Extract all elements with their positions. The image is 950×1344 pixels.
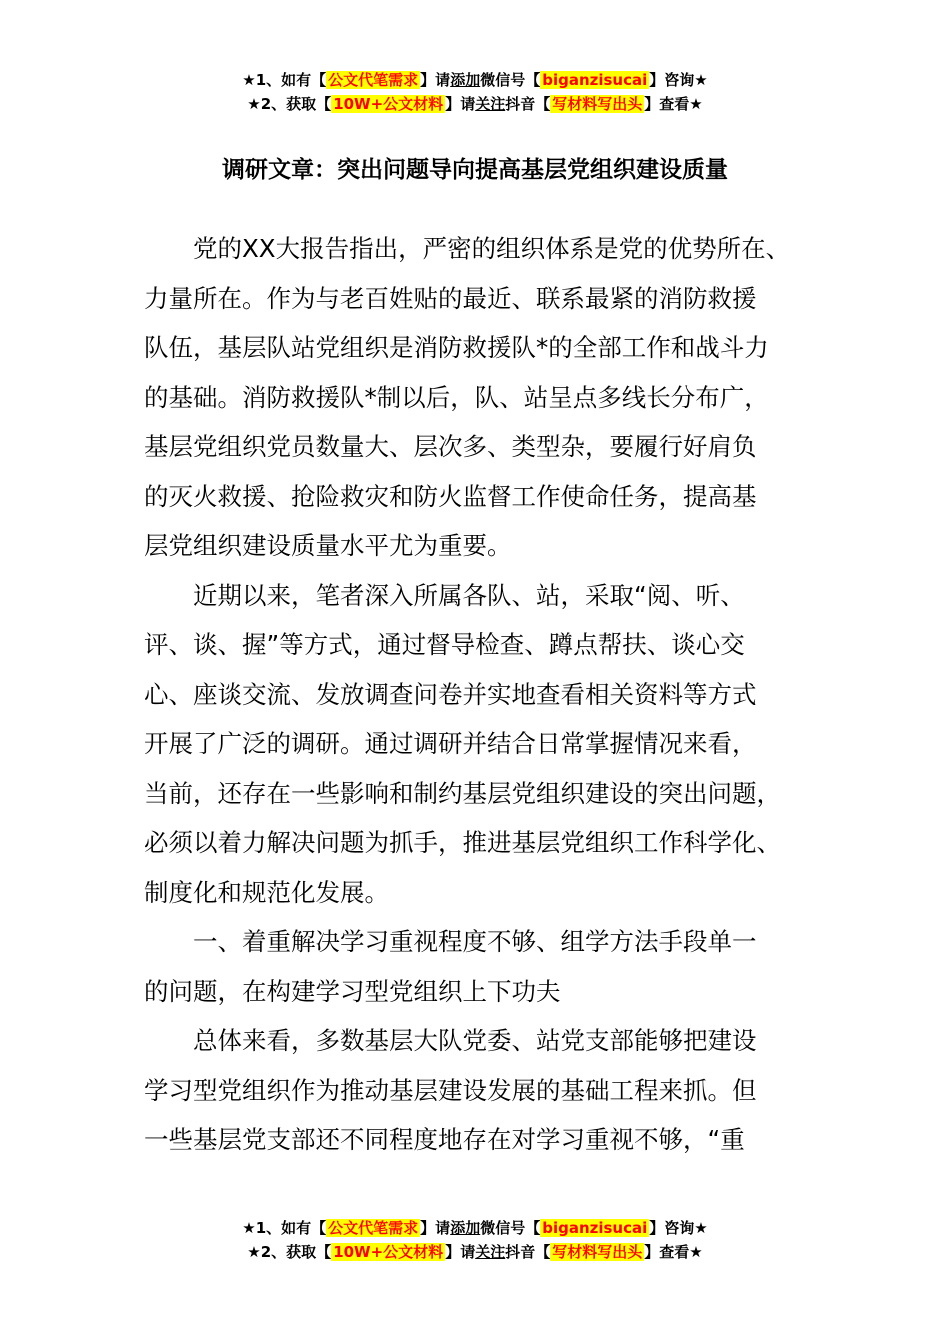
body-line: 开展了广泛的调研。通过调研并结合日常掌握情况来看， bbox=[144, 729, 757, 758]
banner-line-2: ★2、获取【 10W+公文材料 】请关注抖音【 写材料写出头 】查看★ bbox=[247, 1243, 703, 1261]
body-line: 一些基层党支部还不同程度地存在对学习重视不够，“重 bbox=[144, 1125, 745, 1154]
body-line: 近期以来，笔者深入所属各队、站，采取“阅、听、 bbox=[193, 580, 745, 610]
body-line: 评、谈、握”等方式，通过督导检查、蹲点帮扶、谈心交 bbox=[144, 630, 745, 659]
footer-banner bbox=[0, 1216, 950, 1264]
highlight-service: 公文代笔需求 bbox=[328, 1219, 419, 1237]
highlight-materials: 10W+公文材料 bbox=[333, 1243, 444, 1261]
document-body bbox=[144, 224, 824, 1165]
body-line: 层党组织建设质量水平尤为重要。 bbox=[144, 531, 512, 560]
banner-line-2: ★2、获取【 10W+公文材料 】请关注抖音【 写材料写出头 】查看★ bbox=[247, 95, 703, 113]
highlight-materials: 10W+公文材料 bbox=[333, 95, 444, 113]
body-line: 当前，还存在一些影响和制约基层党组织建设的突出问题， bbox=[144, 778, 781, 808]
highlight-wechat-id: biganzisucai bbox=[542, 71, 648, 89]
body-line: 基层党组织党员数量大、层次多、类型杂，要履行好肩负 bbox=[144, 432, 757, 461]
body-line: 制度化和规范化发展。 bbox=[144, 877, 389, 907]
body-line: 必须以着力解决问题为抓手，推进基层党组织工作科学化、 bbox=[144, 828, 781, 857]
section-heading-line: 一、着重解决学习重视程度不够、组学方法手段单一 bbox=[193, 927, 757, 956]
body-line: 总体来看，多数基层大队党委、站党支部能够把建设 bbox=[193, 1026, 757, 1055]
body-line: 心、座谈交流、发放调查问卷并实地查看相关资料等方式 bbox=[144, 679, 757, 709]
body-line: 学习型党组织作为推动基层建设发展的基础工程来抓。但 bbox=[144, 1075, 757, 1105]
body-line: 的基础。消防救援队*制以后，队、站呈点多线长分布广， bbox=[144, 382, 769, 412]
highlight-wechat-id: biganzisucai bbox=[542, 1219, 648, 1237]
highlight-douyin: 写材料写出头 bbox=[552, 95, 643, 113]
body-line: 队伍，基层队站党组织是消防救援队*的全部工作和战斗力 bbox=[144, 333, 769, 362]
document-title: 调研文章：突出问题导向提高基层党组织建设质量 bbox=[222, 157, 728, 183]
banner-line-1: ★1、如有【 公文代笔需求 】请添加微信号【 biganzisucai 】咨询★ bbox=[242, 1219, 708, 1237]
banner-line-1: ★1、如有【 公文代笔需求 】请添加微信号【 biganzisucai 】咨询★ bbox=[242, 71, 708, 89]
body-line: 党的XX大报告指出，严密的组织体系是党的优势所在、 bbox=[193, 234, 791, 263]
header-banner bbox=[0, 68, 950, 116]
highlight-douyin: 写材料写出头 bbox=[552, 1243, 643, 1261]
highlight-service: 公文代笔需求 bbox=[328, 71, 419, 89]
section-heading-line: 的问题，在构建学习型党组织上下功夫 bbox=[144, 976, 561, 1006]
body-line: 的灭火救援、抢险救灾和防火监督工作使命任务，提高基 bbox=[144, 481, 757, 511]
body-line: 力量所在。作为与老百姓贴的最近、联系最紧的消防救援 bbox=[144, 283, 757, 313]
